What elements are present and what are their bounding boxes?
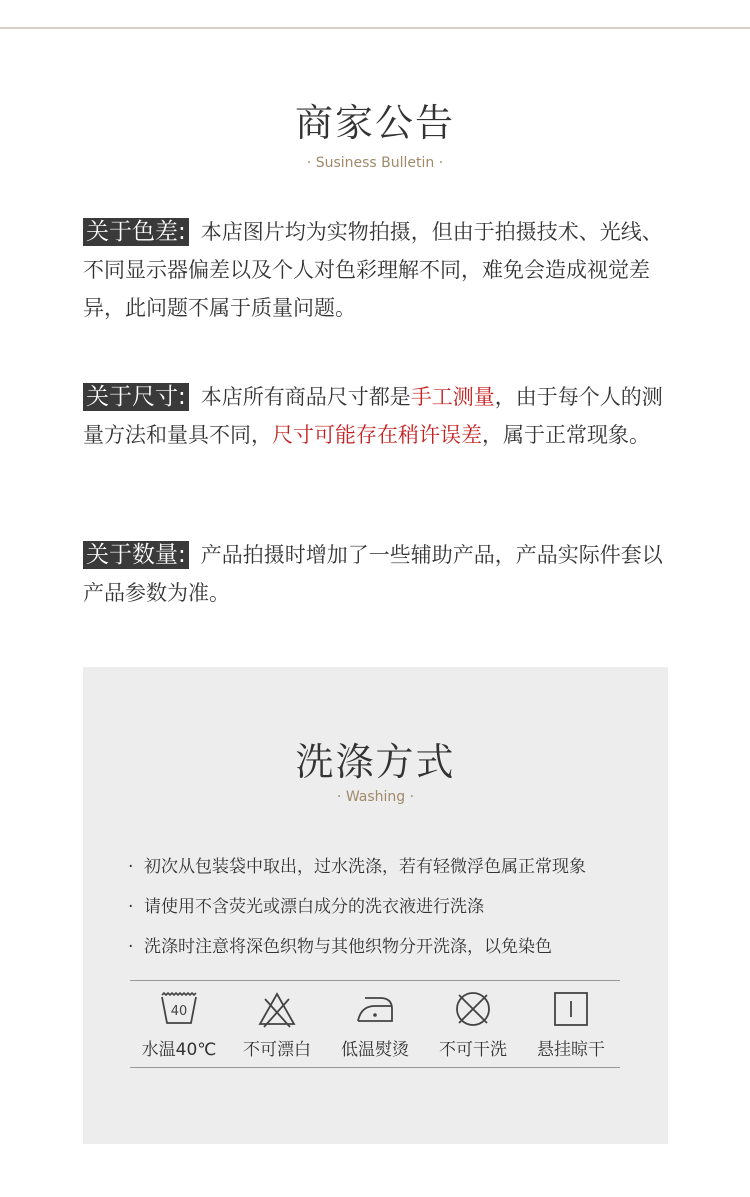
notice-tag: 关于色差: <box>83 218 189 246</box>
notice-highlight: 手工测量 <box>410 385 495 409</box>
bulletin-subtitle: · Susiness Bulletin · <box>306 155 444 171</box>
notice-text: ，由于每个人的测量方法和量具不同， <box>83 385 663 447</box>
care-item-wash-40 <box>130 989 228 1061</box>
list-item <box>128 927 648 967</box>
hang-dry-icon <box>551 989 591 1029</box>
care-label: 不可干洗 <box>439 1040 507 1060</box>
list-item <box>128 847 648 887</box>
notice-text: 本店所有商品尺寸都是 <box>200 385 411 409</box>
notice-text: ，属于正常现象。 <box>482 423 650 447</box>
list-item-text: 初次从包装袋中取出，过水洗涤，若有轻微浮色属正常现象 <box>144 857 586 877</box>
notice-text: 本店图片均为实物拍摄，但由于拍摄技术、光线、不同显示器偏差以及个人对色彩理解不同，难免会造成视觉差异，此问题不属于质量问题。 <box>83 220 663 320</box>
bullet-dot: · <box>128 937 134 957</box>
washing-subtitle: · Washing · <box>336 789 415 805</box>
washing-title: 洗涤方式 <box>295 740 456 784</box>
divider-bottom <box>130 1067 620 1068</box>
list-item <box>128 887 648 927</box>
care-label: 不可漂白 <box>243 1040 311 1060</box>
bullet-dot: · <box>128 857 134 877</box>
notice-size <box>83 378 673 454</box>
notice-highlight: 尺寸可能存在稍许误差 <box>272 423 482 447</box>
washing-instructions <box>128 847 648 967</box>
care-label: 悬挂晾干 <box>537 1040 605 1060</box>
notice-tag: 关于尺寸: <box>83 383 189 411</box>
wash-tub-icon <box>159 989 199 1029</box>
top-divider <box>0 27 750 29</box>
divider-top <box>130 980 620 981</box>
no-bleach-icon <box>257 989 297 1029</box>
bulletin-title: 商家公告 <box>294 101 455 145</box>
washing-panel <box>83 667 668 1144</box>
care-item-no-dry-clean <box>424 989 522 1061</box>
list-item-text: 洗涤时注意将深色织物与其他织物分开洗涤，以免染色 <box>144 937 552 957</box>
care-label: 低温熨烫 <box>341 1040 409 1060</box>
notice-tag: 关于数量: <box>83 541 189 569</box>
care-label: 水温40℃ <box>141 1040 217 1060</box>
bullet-dot: · <box>128 897 134 917</box>
iron-icon <box>355 989 395 1029</box>
no-dry-clean-icon <box>453 989 493 1029</box>
care-item-hang-dry <box>522 989 620 1061</box>
list-item-text: 请使用不含荧光或漂白成分的洗衣液进行洗涤 <box>144 897 484 917</box>
notice-quantity <box>83 536 673 612</box>
care-icons-row <box>130 989 620 1061</box>
notice-text: 产品拍摄时增加了一些辅助产品，产品实际件套以产品参数为准。 <box>83 543 663 605</box>
notice-color-difference <box>83 213 673 327</box>
care-item-low-iron <box>326 989 424 1061</box>
wash-temp-number: 40 <box>170 1004 188 1019</box>
care-item-no-bleach <box>228 989 326 1061</box>
